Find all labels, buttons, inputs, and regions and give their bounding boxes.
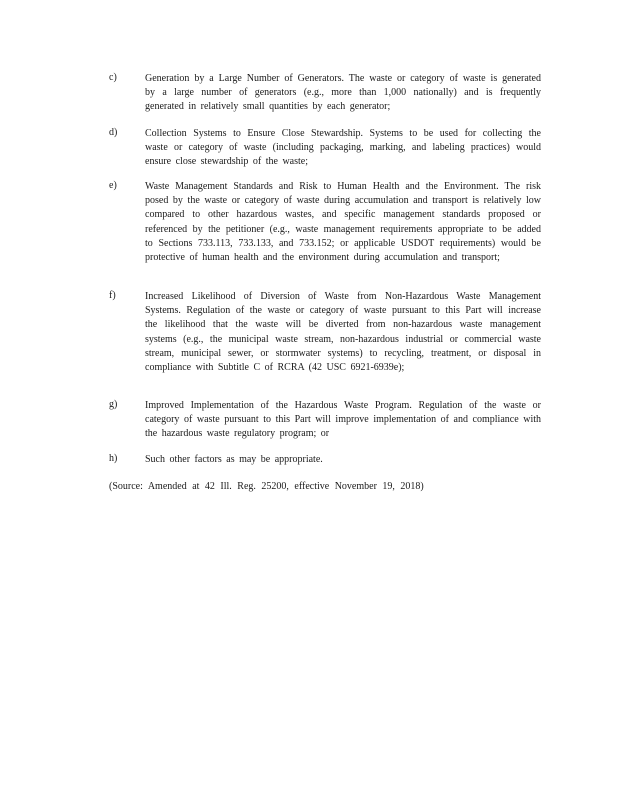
list-item-f bbox=[109, 290, 541, 375]
source-note: (Source: Amended at 42 Ill. Reg. 25200, effective November 19, 2018) bbox=[109, 481, 424, 492]
list-item-e bbox=[109, 180, 541, 265]
item-label: h) bbox=[109, 453, 118, 464]
list-item-h bbox=[109, 453, 541, 467]
item-label: c) bbox=[109, 72, 117, 83]
item-label: e) bbox=[109, 180, 117, 191]
item-text: Improved Implementation of the Hazardous Waste Program. Regulation of the waste or category of waste pursuant to this Part will improve implementation of and compliance with the hazardous waste regulatory program; or bbox=[145, 400, 541, 440]
item-text: Generation by a Large Number of Generators. The waste or category of waste is generated by a large number of generators (e.g., more than 1,000 nationally) and is frequently generated in relatively small quantities by each generator; bbox=[145, 73, 541, 113]
list-item-c bbox=[109, 72, 541, 115]
item-text: Collection Systems to Ensure Close Stewardship. Systems to be used for collecting the waste or category of waste (including packaging, marking, and labeling practices) would ensure close stewardship of the waste; bbox=[145, 128, 541, 168]
item-text: Waste Management Standards and Risk to Human Health and the Environment. The risk posed by the waste or category of waste during accumulation and transport is relatively low compared to other hazardous wastes, and specific management standards proposed or referenced by the petitioner (e.g., waste management requirements appropriate to be added to Sections 733.113, 733.133, and 733.152; or applicable USDOT requirements) would be protective of human health and the environment during accumulation and transport; bbox=[145, 181, 541, 264]
item-label: g) bbox=[109, 399, 118, 410]
item-text: Increased Likelihood of Diversion of Waste from Non-Hazardous Waste Management Systems. Regulation of the waste or category of waste pursuant to this Part will increase the likelihood that the waste will be diverted from non-hazardous waste management systems (e.g., the municipal waste stream, non-hazardous industrial or commercial waste stream, municipal sewer, or stormwater systems) to recycling, treatment, or disposal in compliance with Subtitle C of RCRA (42 USC 6921-6939e); bbox=[145, 291, 541, 374]
list-item-d bbox=[109, 127, 541, 170]
item-text: Such other factors as may be appropriate. bbox=[145, 454, 323, 465]
list-item-g bbox=[109, 399, 541, 442]
item-label: d) bbox=[109, 127, 118, 138]
item-label: f) bbox=[109, 290, 116, 301]
